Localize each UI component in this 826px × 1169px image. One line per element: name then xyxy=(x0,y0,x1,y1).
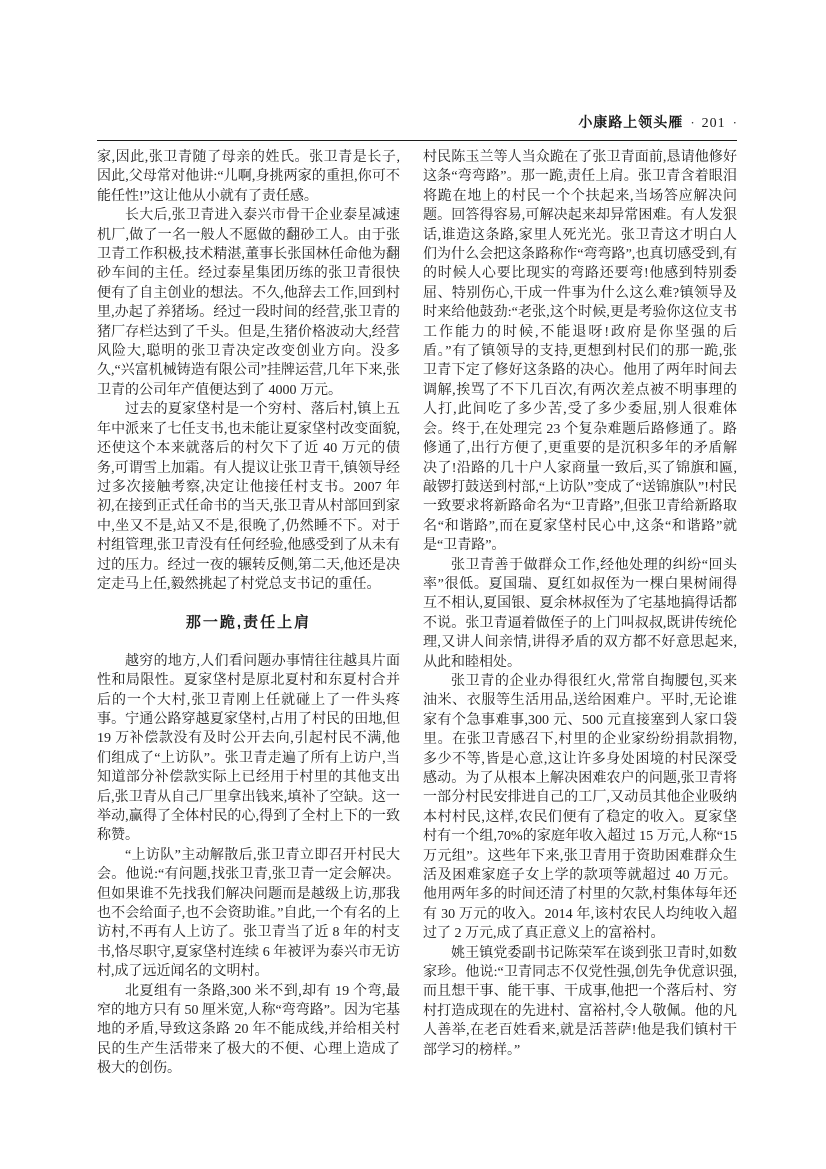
running-head-title: 小康路上领头雁 xyxy=(578,114,684,130)
body-paragraph: 家,因此,张卫青随了母亲的姓氏。张卫青是长子,因此,父母常对他讲:“儿啊,身挑两家的重担,你可不能任性!”这让他从小就有了责任感。 xyxy=(97,150,400,204)
body-paragraph: 姚王镇党委副书记陈荣军在谈到张卫青时,如数家珍。他说:“卫青同志不仅党性强,创先争优意识强,而且想干事、能干事、干成事,他把一个落后村、穷村打造成现在的先进村、富裕村,令人敬佩。他的凡人善举,在老百姓看来,就是活菩萨!他是我们镇村干部学习的榜样。” xyxy=(423,945,737,1058)
body-paragraph: 越穷的地方,人们看问题办事情往往越具片面性和局限性。夏家垡村是原北夏村和东夏村合并后的一个大村,张卫青刚上任就碰上了一件头疼事。宁通公路穿越夏家垡村,占用了村民的田地,但 19 万补偿款没有及时公开去向,引起村民不满,他们组成了“上访队”。张卫青走遍了所有上访户,当知道部分补偿款实际上已经用于村里的其他支出后,张卫青从自己厂里拿出钱来,填补了空缺。这一举动,赢得了全体村民的心,得到了全村上下的一致称赞。 xyxy=(97,653,400,844)
body-paragraph: 村民陈玉兰等人当众跪在了张卫青面前,恳请他修好这条“弯弯路”。那一跪,责任上肩。张卫青含着眼泪将跪在地上的村民一个个扶起来,当场答应解决问题。回答得容易,可解决起来却异常困难。有人发狠话,谁造这条路,家里人死光光。张卫青这才明白人们为什么会把这条路称作“弯弯路”,也真切感受到,有的时候人心要比现实的弯路还要弯!他感到特别委屈、特别伤心,干成一件事为什么这么难?镇领导及时来给他鼓劲:“老张,这个时候,更是考验你这位支书工作能力的时候,不能退呀!政府是你坚强的后盾。”有了镇领导的支持,更想到村民们的那一跪,张卫青下定了修好这条路的决心。他用了两年时间去调解,挨骂了不下几百次,有两次差点被不明事理的人打,此间吃了多少苦,受了多少委屈,别人很难体会。终于,在处理完 23 个复杂难题后路修通了。路修通了,出行方便了,更重要的是沉积多年的矛盾解决了!沿路的几十户人家商量一致后,买了锦旗和匾,敲锣打鼓送到村部,“上访队”变成了“送锦旗队”!村民一致要求将新路命名为“卫青路”,但张卫青给新路取名“和谐路”,而在夏家垡村民心中,这条“和谐路”就是“卫青路”。 xyxy=(423,150,737,554)
running-header xyxy=(97,114,737,140)
body-paragraph: 张卫青的企业办得很红火,常常自掏腰包,买来油米、衣服等生活用品,送给困难户。平时,无论谁家有个急事难事,300 元、500 元直接塞到人家口袋里。在张卫青感召下,村里的企业家纷纷捐款捐物,多少不等,皆是心意,这让许多身处困境的村民深受感动。为了从根本上解决困难农户的问题,张卫青将一部分村民安排进自己的工厂,又动员其他企业吸纳本村村民,这样,农民们便有了稳定的收入。夏家垡村有一个组,70%的家庭年收入超过 15 万元,人称“15 万元组”。这些年下来,张卫青用于资助困难群众生活及困难家庭子女上学的款项等就超过 40 万元。他用两年多的时间还清了村里的欠款,村集体每年还有 30 万元的收入。2014 年,该村农民人均纯收入超过了 2 万元,成了真正意义上的富裕村。 xyxy=(423,673,737,942)
section-heading: 那一跪,责任上肩 xyxy=(185,614,312,632)
two-column-body xyxy=(97,148,737,1079)
right-column xyxy=(423,148,737,1079)
body-paragraph: 张卫青善于做群众工作,经他处理的纠纷“回头率”很低。夏国瑞、夏红如叔侄为一棵白果树闹得互不相认,夏国银、夏余林叔侄为了宅基地搞得话都不说。张卫青逼着做侄子的上门叫叔叔,既讲传统伦理,又讲人间亲情,讲得矛盾的双方都不好意思起来,从此和睦相处。 xyxy=(423,557,737,670)
body-paragraph: 北夏组有一条路,300 米不到,却有 19 个弯,最窄的地方只有 50 厘米宽,人称“弯弯路”。因为宅基地的矛盾,导致这条路 20 年不能成线,并给相关村民的生产生活带来了极大的不便、心理上造成了极大的创伤。 xyxy=(97,983,400,1077)
page-number: 201 xyxy=(701,116,726,131)
body-paragraph: “上访队”主动解散后,张卫青立即召开村民大会。他说:“有问题,找张卫青,张卫青一定会解决。但如果谁不先找我们解决问题而是越级上访,那我也不会给面子,也不会资助谁。”自此,一个有名的上访村,不再有人上访了。张卫青当了近 8 年的村支书,恪尽职守,夏家垡村连续 6 年被评为泰兴市无访村,成了远近闻名的文明村。 xyxy=(97,847,400,980)
separator-dot: · xyxy=(732,115,737,130)
page-content xyxy=(97,114,737,1079)
separator-dot: · xyxy=(690,115,695,130)
header-rule xyxy=(97,140,737,141)
body-paragraph: 长大后,张卫青进入泰兴市骨干企业泰星减速机厂,做了一名一般人不愿做的翻砂工人。由于张卫青工作积极,技术精湛,董事长张国林任命他为翻砂车间的主任。经过泰星集团历练的张卫青很快便有了自主创业的想法。不久,他辞去工作,回到村里,办起了养猪场。经过一段时间的经营,张卫青的猪厂存栏达到了千头。但是,生猪价格波动大,经营风险大,聪明的张卫青决定改变创业方向。没多久,“兴富机械铸造有限公司”挂牌运营,几年下来,张卫青的公司年产值便达到了 4000 万元。 xyxy=(97,208,400,398)
body-paragraph: 过去的夏家垡村是一个穷村、落后村,镇上五年中派来了七任支书,也未能让夏家垡村改变面貌,还使这个本来就落后的村欠下了近 40 万元的债务,可谓雪上加霜。有人提议让张卫青干,镇领导经过多次接触考察,决定让他接任村支书。2007 年初,在接到正式任命书的当天,张卫青从村部回到家中,坐又不是,站又不是,很晚了,仍然睡不下。对于村组管理,张卫青没有任何经验,他感受到了从未有过的压力。经过一夜的辗转反侧,第二天,他还是决定走马上任,毅然挑起了村党总支书记的重任。 xyxy=(97,402,400,592)
left-column xyxy=(97,148,400,1079)
